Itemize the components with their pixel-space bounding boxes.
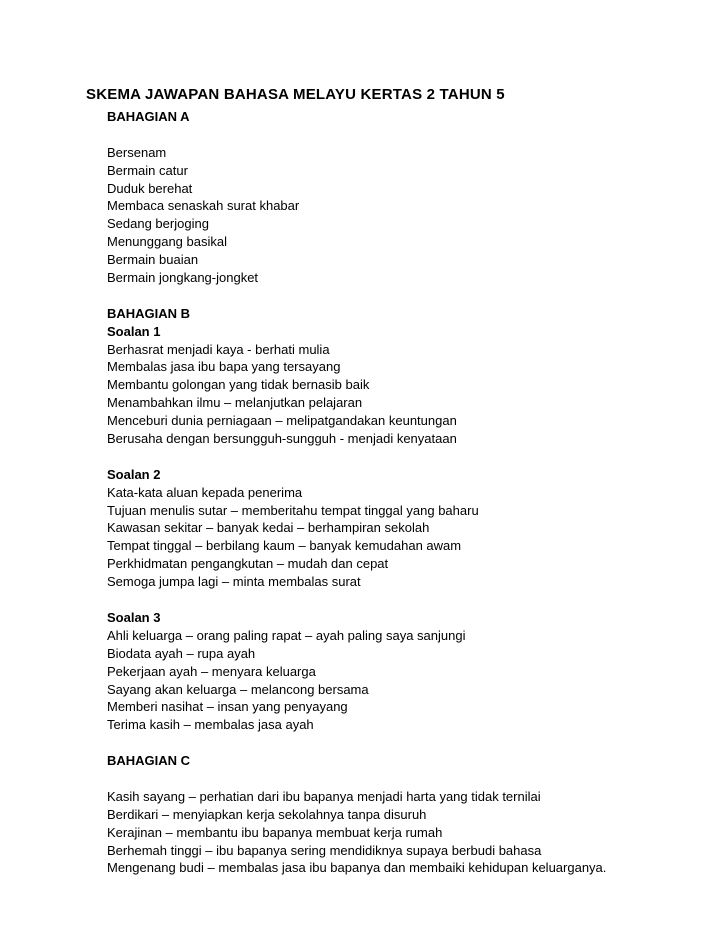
list-item: Berhasrat menjadi kaya - berhati mulia [107,341,330,357]
list-item: Berusaha dengan bersungguh-sungguh - menjadi kenyataan [107,431,457,447]
list-item: Pekerjaan ayah – menyara keluarga [107,663,316,679]
spacer [107,734,707,752]
question-heading: Soalan 2 [107,466,161,482]
spacer [107,126,707,144]
list-item: Menunggang basikal [107,234,227,250]
section-bahagian-c [107,752,707,877]
spacer [107,287,707,305]
list-item: Membalas jasa ibu bapa yang tersayang [107,359,341,375]
spacer [107,448,707,466]
section-heading-a: BAHAGIAN A [107,109,190,124]
question-heading: Soalan 1 [107,323,161,339]
section-heading-c: BAHAGIAN C [107,753,191,769]
section-bahagian-a [107,108,707,287]
list-item: Berhemah tinggi – ibu bapanya sering mendidiknya supaya berbudi bahasa [107,842,542,858]
list-item: Berdikari – menyiapkan kerja sekolahnya tanpa disuruh [107,806,427,822]
spacer [107,591,707,609]
list-item: Kerajinan – membantu ibu bapanya membuat kerja rumah [107,824,443,840]
list-item: Sayang akan keluarga – melancong bersama [107,681,369,697]
soalan-2 [107,466,707,591]
list-item: Ahli keluarga – orang paling rapat – ayah paling saya sanjungi [107,627,466,643]
section-heading-b: BAHAGIAN B [107,305,191,321]
document-title: SKEMA JAWAPAN BAHASA MELAYU KERTAS 2 TAHUN 5 [86,86,505,103]
list-item: Perkhidmatan pengangkutan – mudah dan cepat [107,556,389,572]
list-item: Semoga jumpa lagi – minta membalas surat [107,574,361,590]
list-item: Bermain buaian [107,252,199,268]
list-item: Memberi nasihat – insan yang penyayang [107,699,348,715]
list-item: Membaca senaskah surat khabar [107,198,300,214]
list-item: Tujuan menulis sutar – memberitahu tempat tinggal yang baharu [107,502,479,518]
list-item: Terima kasih – membalas jasa ayah [107,717,314,733]
soalan-1 [107,323,707,448]
list-item: Tempat tinggal – berbilang kaum – banyak kemudahan awam [107,538,462,554]
list-item: Kasih sayang – perhatian dari ibu bapanya menjadi harta yang tidak ternilai [107,788,541,804]
spacer [107,770,707,788]
list-item: Kawasan sekitar – banyak kedai – berhampiran sekolah [107,520,430,536]
list-item: Duduk berehat [107,180,193,196]
soalan-3 [107,609,707,734]
list-item: Menambahkan ilmu – melanjutkan pelajaran [107,395,363,411]
list-item: Sedang berjoging [107,216,209,232]
list-item: Mengenang budi – membalas jasa ibu bapanya dan membaiki kehidupan keluarganya. [107,860,607,876]
list-item: Bermain catur [107,162,188,178]
list-item: Menceburi dunia perniagaan – melipatgandakan keuntungan [107,413,457,429]
list-item: Kata-kata aluan kepada penerima [107,484,303,500]
list-item: Bersenam [107,144,167,160]
list-item: Membantu golongan yang tidak bernasib baik [107,377,370,393]
list-item: Bermain jongkang-jongket [107,270,259,286]
section-bahagian-b [107,305,707,734]
list-item: Biodata ayah – rupa ayah [107,645,256,661]
document-body [107,108,707,877]
question-heading: Soalan 3 [107,609,161,625]
